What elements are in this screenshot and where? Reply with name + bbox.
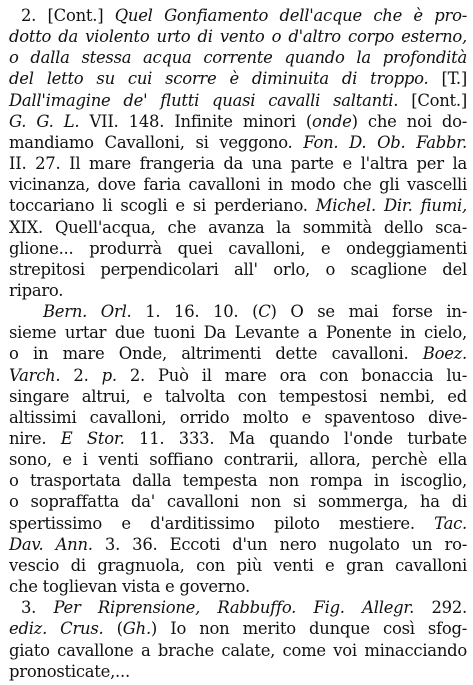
roman-text: mandiamo Cavalloni, si veggono. [9, 132, 304, 152]
italic-text: Tac. [434, 513, 467, 533]
italic-text: Bern. Orl. [43, 302, 132, 322]
roman-text: singare altrui, e talvolta con tempestosi nembi, ed [9, 386, 467, 406]
roman-text: o in mare Onde, altrimenti dette cavalloni. [9, 344, 423, 364]
roman-text: spertissimo e d'arditissimo piloto mestiere. [9, 513, 435, 533]
roman-text: [Cont.] [398, 90, 468, 110]
roman-text: 11. 333. Ma quando l'onde turbate [124, 429, 467, 448]
roman-text: ( [103, 619, 123, 639]
roman-text: 2. [Cont.] [21, 6, 115, 25]
roman-text: ) Io non merito dunque così sfog- [150, 619, 468, 639]
roman-text: riparo. [9, 280, 64, 300]
italic-text: del letto su cui scorre è diminuita di troppo. [9, 69, 429, 89]
italic-text: onde [312, 111, 352, 131]
roman-text: o trasportata dalla tempesta non rompa in iscoglio, [9, 471, 467, 491]
italic-text: p. [101, 365, 117, 385]
roman-text: glione... produrrà quei cavalloni, e ondeggiamenti [9, 238, 467, 258]
italic-text: C [258, 302, 271, 322]
italic-text: Gh. [122, 619, 151, 639]
italic-text: ediz. Crus. [9, 619, 104, 639]
italic-text: Per Riprensione, Rabbuffo. Fig. Allegr. [53, 598, 415, 618]
roman-text: sieme urtar due tuoni Da Levante a Ponente in cielo, [9, 323, 467, 343]
roman-text: ) che noi do- [351, 111, 467, 131]
italic-text: E Stor. [60, 429, 125, 448]
italic-text: o dalla stessa acqua corrente quando la profondità [9, 48, 467, 68]
roman-text: toccariano li scogli e si perderiano. [9, 196, 316, 216]
roman-text: 3. 36. Eccoti d'un nero nugolato un ro- [92, 534, 467, 554]
italic-text: Dav. Ann. [9, 534, 93, 554]
roman-text: vescio di gragnuola, con più venti e gran cavalloni [9, 555, 467, 575]
roman-text: nire. [9, 429, 61, 448]
italic-text: Dall'imagine de' flutti quasi cavalli saltanti. [9, 90, 399, 110]
roman-text: ) O se mai forse in- [270, 302, 467, 322]
roman-text: 3. [21, 598, 54, 618]
italic-text: Fon. D. Ob. Fabbr. [303, 132, 467, 152]
roman-text: 2. Può il mare ora con bonaccia lu- [116, 365, 467, 385]
roman-text: pronosticate,... [9, 661, 130, 681]
roman-text: [T.] [428, 69, 467, 89]
roman-text: vicinanza, dove faria cavalloni in modo che gli vascelli [9, 175, 467, 195]
roman-text: giato cavallone a brache calate, come voi minacciando [9, 640, 467, 660]
roman-text: o sopraffatta da' cavalloni non si sommerga, ha di [9, 492, 467, 512]
roman-text: sono, e i venti soffiano contrarii, allora, perchè ella [9, 450, 467, 470]
roman-text: XIX. Quell'acqua, che avanza la sommità dello sca- [9, 217, 467, 237]
italic-text: Varch. [9, 365, 61, 385]
roman-text: strepitosi perpendicolari all' orlo, o scaglione del [9, 259, 467, 279]
text-line [9, 660, 467, 684]
roman-text: 2. [60, 365, 102, 385]
roman-text: 1. 16. 10. ( [131, 302, 259, 322]
italic-text: Michel. Dir. fiumi, [315, 196, 467, 216]
roman-text: altissimi cavalloni, orrido molto e spaventoso dive- [9, 407, 467, 427]
roman-text: VII. 148. Infinite minori ( [79, 111, 312, 131]
roman-text: che toglievan vista e governo. [9, 577, 250, 597]
italic-text: dotto da violento urto di vento o d'altro corpo esterno, [9, 27, 467, 47]
roman-text: II. 27. Il mare frangeria da una parte e l'altra per la [9, 154, 467, 174]
italic-text: Boez. [422, 344, 467, 364]
italic-text: G. G. L. [9, 111, 80, 131]
italic-text: Quel Gonfiamento dell'acque che è pro- [114, 6, 467, 25]
roman-text: 292. [414, 598, 467, 618]
